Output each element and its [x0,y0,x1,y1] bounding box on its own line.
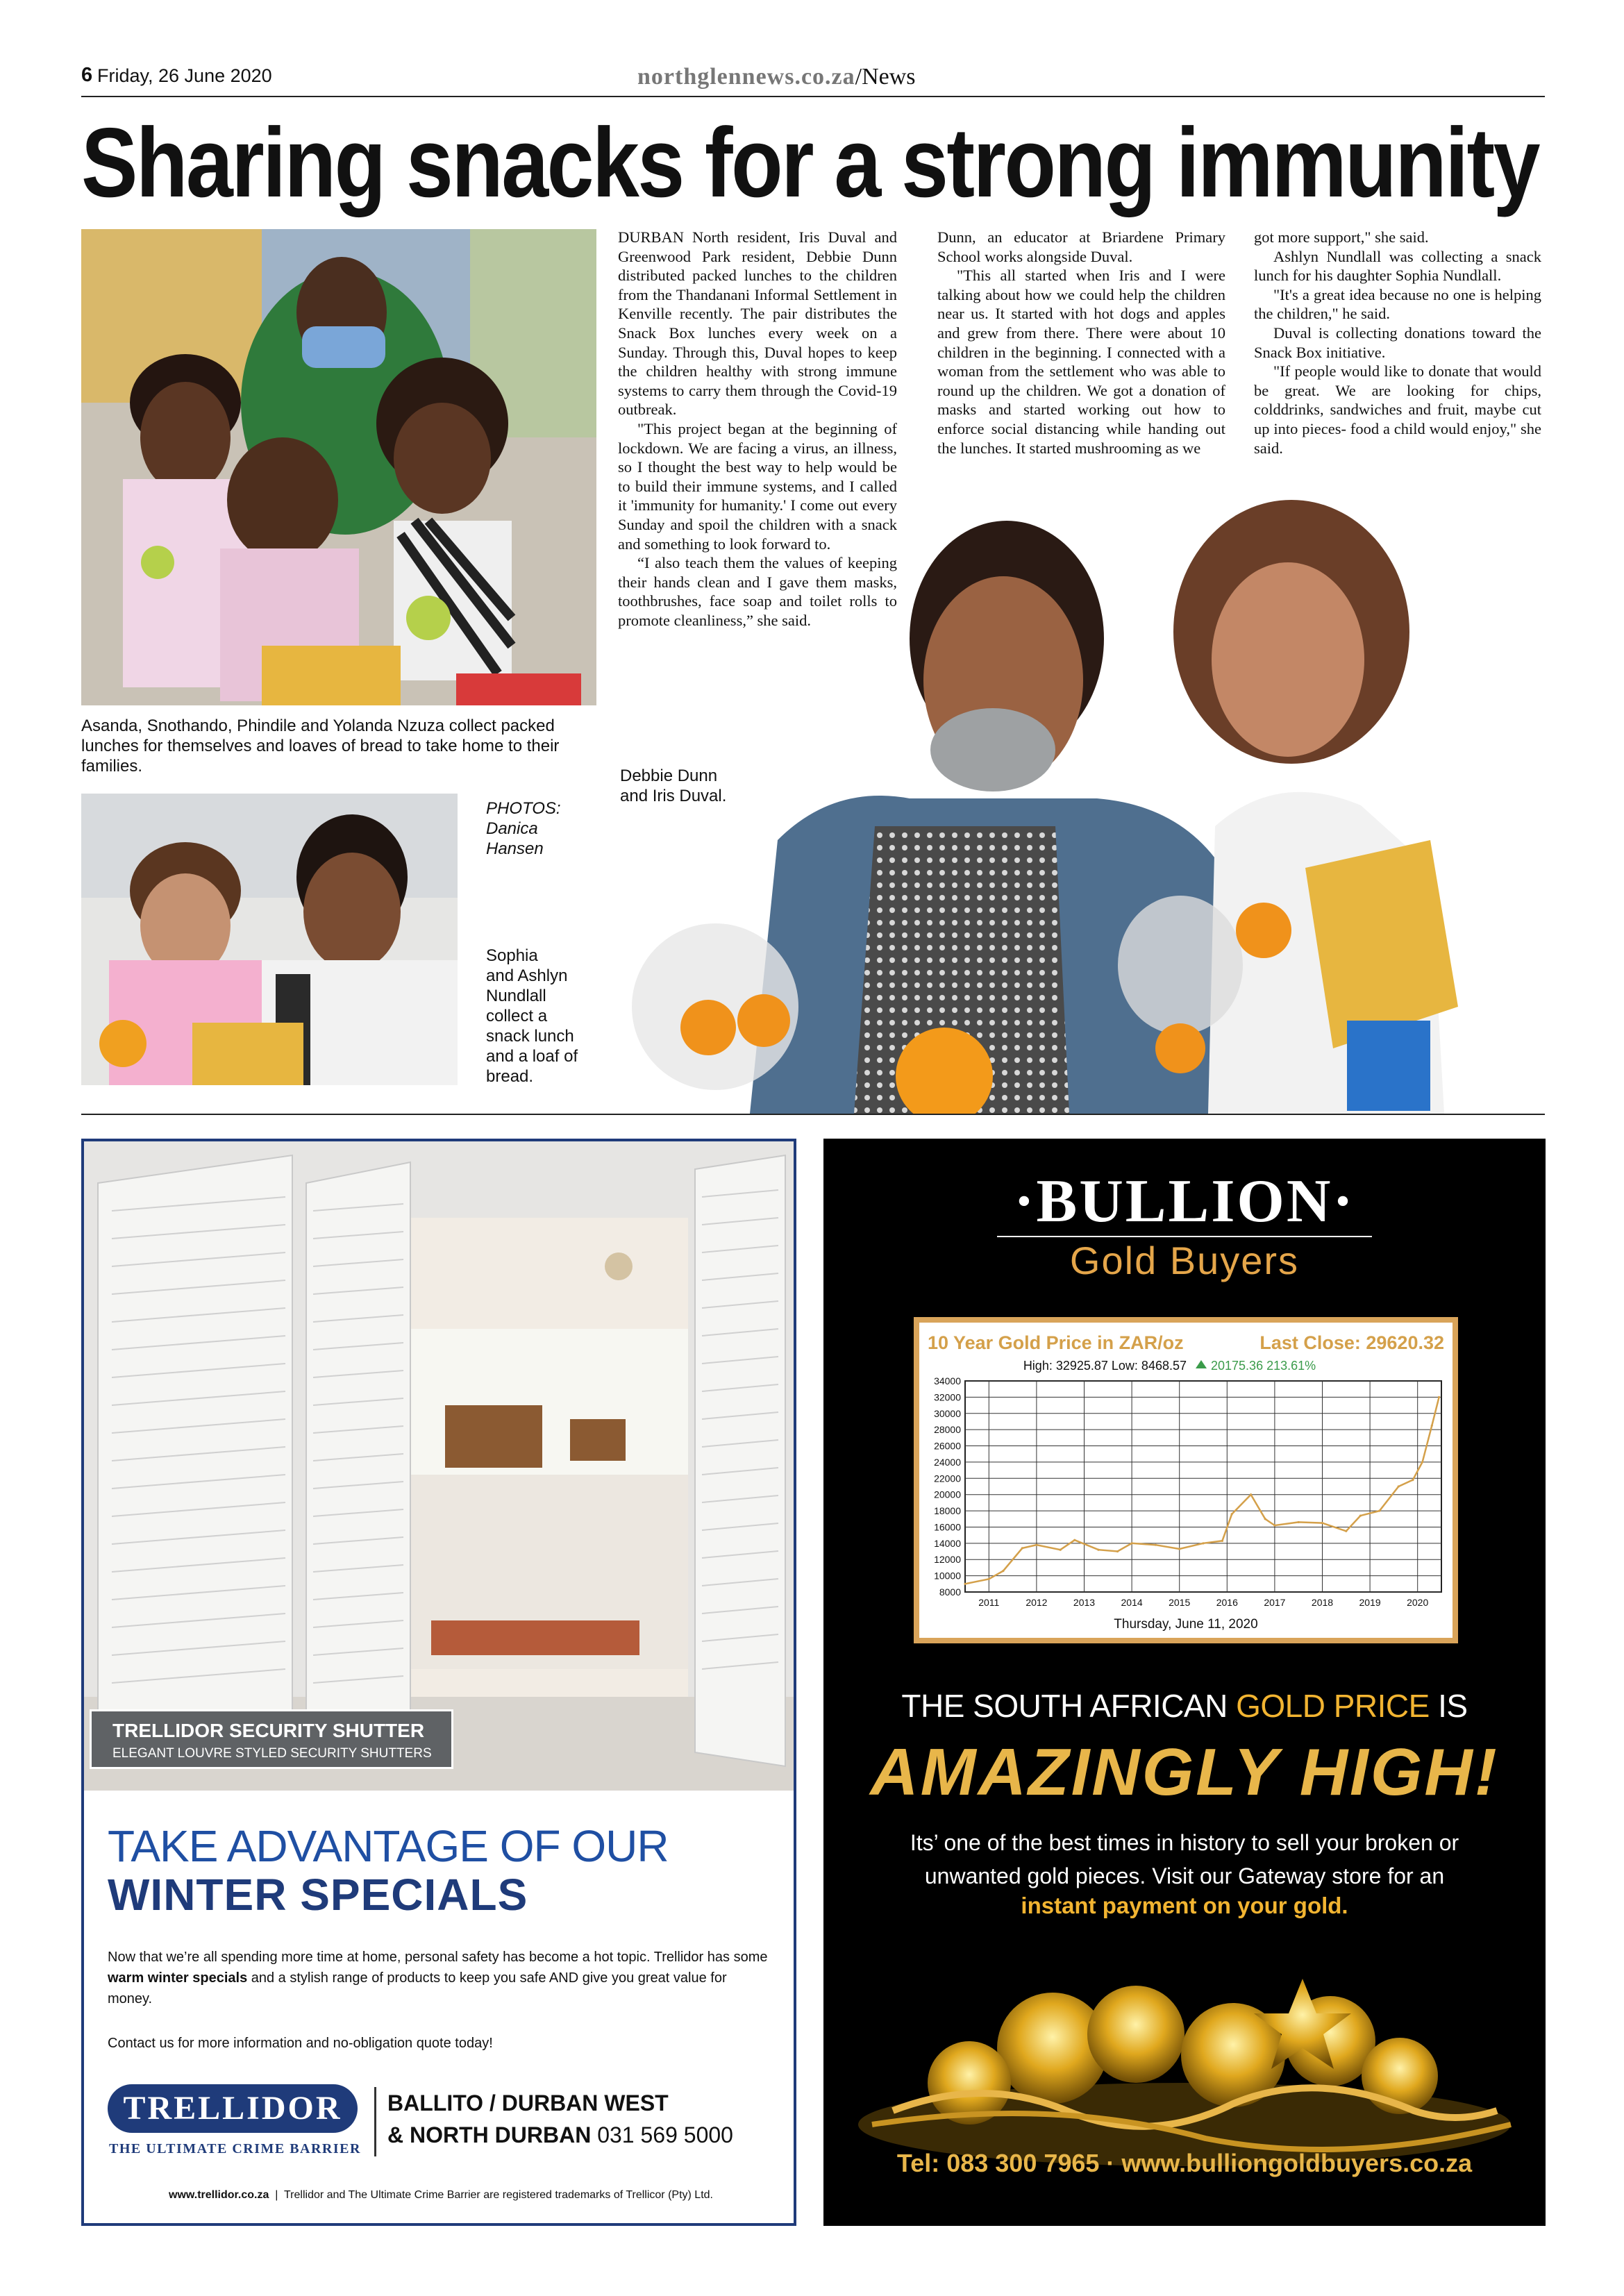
data-point [1250,1493,1252,1495]
photo-credit: PHOTOS: Danica Hansen [486,799,561,858]
paragraph: "If people would like to donate that would be great. We are looking for chips, colddrinks, sandwiches and fruit, maybe cut up into pieces- food a child would enjoy," she said. [1254,362,1541,457]
product-banner [90,1709,453,1769]
y-tick-label: 32000 [934,1391,961,1403]
headline-text: IS [1429,1688,1468,1724]
paragraph: Ashlyn Nundlall was collecting a snack lunch for his daughter Sophia Nundlall. [1254,247,1541,285]
branch-phone[interactable]: 031 569 5000 [597,2122,733,2147]
y-tick-label: 22000 [934,1473,961,1484]
shutter-photo [84,1141,794,1791]
data-point [964,1583,966,1585]
branch-line-1: BALLITO / DURBAN WEST [387,2090,669,2115]
headline-highlight: GOLD PRICE [1236,1688,1430,1724]
y-tick-label: 28000 [934,1424,961,1436]
chart-date: Thursday, June 11, 2020 [1114,1617,1258,1632]
product-subtitle: ELEGANT LOUVRE STYLED SECURITY SHUTTERS [112,1746,432,1761]
ad-headline-2: WINTER SPECIALS [108,1870,528,1920]
site-name[interactable]: northglennews.co.za [637,64,855,90]
article-headline: Sharing snacks for a strong immunity [81,108,1539,218]
data-point [1221,1540,1223,1542]
data-point [1273,1525,1275,1527]
masthead-site [637,64,916,90]
caption-father: Sophia and Ashlyn Nundlall collect a snack lunch and a loaf of bread. [486,946,578,1086]
x-tick-label: 2011 [978,1597,1000,1608]
chart-svg [919,1323,1453,1638]
ad-body [108,1947,774,2009]
x-tick-label: 2018 [1311,1597,1334,1608]
photo-father-daughter [81,794,458,1085]
data-point [1264,1518,1266,1520]
ad-body: Its’ one of the best times in history to sell your broken or unwanted gold pieces. Visit our Gateway store for an [910,1830,1459,1888]
section-name: /News [855,64,916,90]
caption-women: Debbie Dunn and Iris Duval. [620,766,727,805]
y-tick-label: 26000 [934,1440,961,1452]
x-tick-label: 2012 [1026,1597,1048,1608]
ad-body-text: and a stylish range of products to keep you safe AND give you great value for money. [108,1970,727,2006]
chart-stats: High: 32925.87 Low: 8468.57 [1023,1359,1187,1373]
photo-children [81,229,596,705]
page-number: 6 [81,64,93,86]
bullion-advert [823,1139,1546,2226]
data-point [1359,1514,1362,1516]
trellidor-url[interactable]: www.trellidor.co.za [169,2189,269,2201]
paragraph: DURBAN North resident, Iris Duval and Greenwood Park resident, Debbie Dunn distributed packed lunches to the children from the Thandanani Informal Settlement in Kenville recently. The pair distributes the Snack Box lunches every week on a Sunday. Through this, Duval hopes to keep the children healthy with strong immune systems to carry them through the Covid-19 outbreak. [618,228,897,419]
data-point [1298,1521,1300,1523]
data-point [1231,1513,1233,1515]
data-point [988,1578,990,1580]
ad-contact-line: Contact us for more information and no-obligation quote today! [108,2036,493,2051]
data-point [1002,1570,1004,1572]
chart-change: 20175.36 213.61% [1211,1359,1316,1373]
gold-price-chart [914,1317,1458,1643]
y-tick-label: 12000 [934,1554,961,1566]
article-column-3 [1254,228,1541,458]
ad-headline-1: TAKE ADVANTAGE OF OUR [108,1821,669,1871]
branch-info [387,2087,733,2151]
x-tick-label: 2017 [1264,1597,1286,1608]
issue-date: Friday, 26 June 2020 [97,65,272,86]
y-tick-label: 8000 [939,1586,961,1598]
caption-children: Asanda, Snothando, Phindile and Yolanda Nzuza collect packed lunches for themselves and loaves of bread to take home to their families. [81,717,560,776]
trellidor-tagline: THE ULTIMATE CRIME BARRIER [109,2141,361,2156]
data-point [1202,1542,1204,1544]
chart-title: 10 Year Gold Price in ZAR/oz [928,1332,1184,1353]
up-arrow-icon [1196,1360,1207,1368]
y-tick-label: 24000 [934,1456,961,1468]
paragraph: “I also teach them the values of keeping their hands clean and I gave them masks, toothbrushes, face soap and toilet rolls to promote cleanliness,” she said. [618,554,897,629]
x-tick-label: 2014 [1121,1597,1143,1608]
folio-rule [81,96,1545,97]
y-tick-label: 18000 [934,1505,961,1517]
ad-contact[interactable]: Tel: 083 300 7965 · www.bulliongoldbuyers.co.za [896,2149,1473,2177]
ad-body-text: Now that we’re all spending more time at home, personal safety has become a hot topic. Trellidor has some [108,1950,768,1965]
data-point [1398,1485,1400,1487]
data-point [1431,1425,1433,1427]
data-point [1345,1530,1347,1532]
data-point [1060,1549,1062,1551]
data-point [1178,1548,1180,1550]
data-point [1097,1549,1099,1551]
branch-line-2: & NORTH DURBAN [387,2122,592,2147]
data-point [1412,1479,1414,1481]
logo-rule [997,1236,1372,1237]
ad-payment-line: instant payment on your gold. [1021,1893,1348,1918]
trademark-notice: Trellidor and The Ultimate Crime Barrier are registered trademarks of Trellicor (Pty) Ltd. [284,2189,713,2201]
y-tick-label: 30000 [934,1407,961,1419]
y-tick-label: 10000 [934,1570,961,1582]
data-point [1021,1547,1023,1549]
gold-price-line [965,1397,1439,1584]
paragraph: "This project began at the beginning of lockdown. We are facing a virus, an illness, so I thought the best way to help would be to build their immune systems, and I called it 'immunity for humanity.' I come out every Sunday and spoil the children with a snack and something to look forward to. [618,419,897,553]
ad-headline [823,1687,1546,1725]
paragraph: Dunn, an educator at Briardene Primary School works alongside Duval. [937,228,1225,265]
bullion-logo: ·BULLION· [1014,1168,1355,1235]
paragraph: "This all started when Iris and I were talking about how we could help the children near us. It started with hot dogs and apples and grew from there. There were about 10 children in the beginning. I connected with a woman from the settlement who was able to round up the children. We got a donation of masks and started working out how to enforce social distancing while handing out the lunches. It started mushrooming as we [937,267,1225,457]
data-point [1116,1550,1119,1552]
data-point [1438,1396,1440,1398]
ad-footer: www.trellidor.co.za | Trellidor and The Ultimate Crime Barrier are registered trademarks of Trellicor (Pty) Ltd. [169,2189,713,2201]
y-tick-label: 16000 [934,1521,961,1533]
ad-body-highlight: warm winter specials [108,1970,248,1986]
data-point [1035,1544,1037,1546]
data-point [1321,1522,1323,1524]
product-title: TRELLIDOR SECURITY SHUTTER [112,1720,425,1741]
y-tick-label: 14000 [934,1537,961,1549]
ad-big-slogan: AMAZINGLY HIGH! [870,1735,1499,1809]
bullion-subtitle: Gold Buyers [1069,1239,1300,1282]
x-tick-label: 2015 [1169,1597,1191,1608]
trellidor-logo: TRELLIDOR [108,2084,358,2133]
trellidor-advert [81,1139,796,2226]
data-point [1421,1461,1423,1463]
y-tick-label: 20000 [934,1489,961,1500]
data-point [1378,1509,1380,1511]
paragraph: "It's a great idea because no one is helping the children," he said. [1254,285,1541,323]
data-point [1073,1539,1075,1541]
x-tick-label: 2020 [1407,1597,1429,1608]
x-tick-label: 2016 [1216,1597,1238,1608]
x-tick-label: 2019 [1359,1597,1381,1608]
section-rule [81,1114,1545,1115]
y-tick-label: 34000 [934,1375,961,1386]
article-column-2 [937,228,1225,458]
data-point [1155,1544,1157,1546]
data-point [1131,1542,1133,1544]
divider [374,2087,376,2156]
paragraph: got more support," she said. [1254,228,1429,246]
chart-last-close: Last Close: 29620.32 [1259,1332,1444,1353]
headline-text: THE SOUTH AFRICAN [901,1688,1237,1724]
paragraph: Duval is collecting donations toward the Snack Box initiative. [1254,324,1541,361]
x-tick-label: 2013 [1073,1597,1096,1608]
